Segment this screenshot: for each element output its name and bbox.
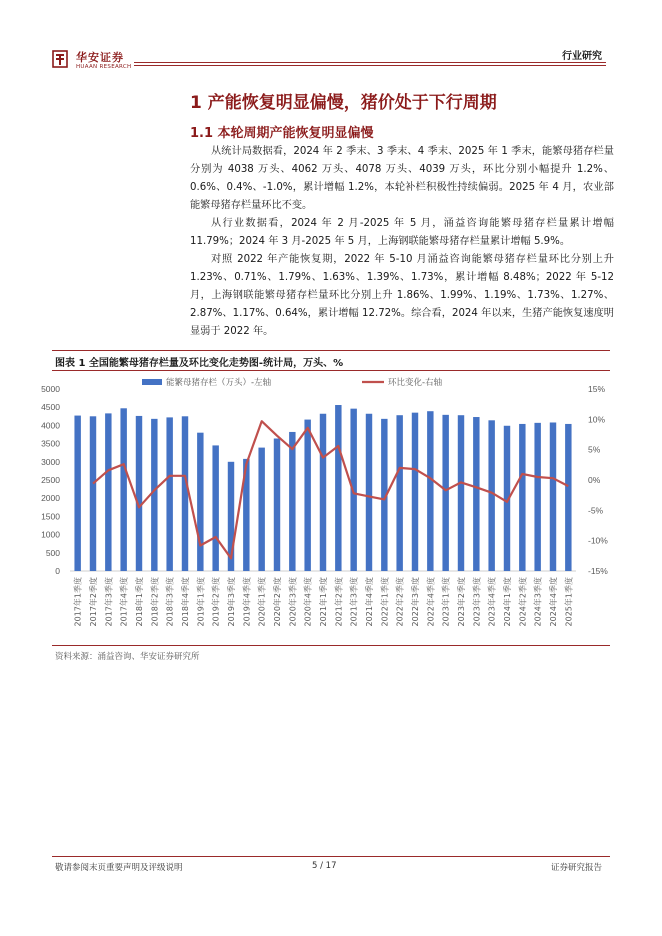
x-tick-label: 2017年1季度 bbox=[73, 577, 83, 627]
bar bbox=[74, 416, 80, 571]
y-left-tick-label: 5000 bbox=[41, 384, 60, 394]
bar bbox=[197, 433, 203, 571]
x-tick-label: 2017年2季度 bbox=[89, 577, 98, 627]
x-tick-label: 2024年1季度 bbox=[503, 577, 512, 627]
y-right-tick-label: -5% bbox=[588, 505, 604, 516]
bar bbox=[534, 423, 540, 571]
bar bbox=[366, 414, 372, 571]
header-divider bbox=[134, 62, 606, 63]
figure-bottom-divider bbox=[52, 645, 610, 646]
chart-legend bbox=[142, 377, 443, 388]
bar bbox=[473, 417, 479, 571]
x-axis-ticks bbox=[73, 577, 574, 626]
y-right-tick-label: 10% bbox=[588, 414, 606, 425]
x-tick-label: 2022年1季度 bbox=[380, 577, 390, 627]
y-left-tick-label: 500 bbox=[45, 547, 60, 558]
bar bbox=[289, 432, 295, 571]
x-tick-label: 2021年4季度 bbox=[365, 577, 374, 627]
x-tick-label: 2017年4季度 bbox=[119, 577, 129, 627]
bar bbox=[212, 445, 218, 571]
header-divider-thin bbox=[134, 65, 606, 66]
y-left-tick-label: 2500 bbox=[41, 475, 60, 485]
page-number: 5 / 17 bbox=[312, 861, 337, 871]
x-tick-label: 2025年1季度 bbox=[564, 577, 574, 627]
x-tick-label: 2019年1季度 bbox=[196, 577, 206, 627]
y-left-tick-label: 4000 bbox=[41, 420, 60, 431]
footer-report-type: 证券研究报告 bbox=[550, 863, 602, 873]
figure-source: 资料来源：涌益咨询、华安证券研究所 bbox=[55, 652, 200, 662]
bar bbox=[519, 424, 525, 571]
y-left-tick-label: 4500 bbox=[41, 402, 60, 413]
figure-title: 图表 1 全国能繁母猪存栏量及环比变化走势图-统计局，万头、% bbox=[55, 358, 344, 369]
section-title: 1 产能恢复明显偏慢，猪价处于下行周期 bbox=[190, 93, 497, 113]
bar bbox=[151, 419, 157, 571]
x-tick-label: 2020年4季度 bbox=[303, 577, 313, 627]
bar bbox=[442, 415, 448, 571]
y-left-tick-label: 0 bbox=[55, 566, 60, 576]
paragraph-3: 对照 2022 年产能恢复期，2022 年 5-10 月涌益咨询能繁母猪存栏量环比分别上升 1.23%、0.71%、1.79%、1.63%、1.39%、1.73%，累计增幅 8.48%；2022 年 5-12 月，上海钢联能繁母猪存栏量环比分别上升 1.86%、1.99%、1.19%、1.73%、1.27%、2.87%、1.17%、0.64%，累计增幅 12.72%。综合看，2024 年以来，生猪产能恢复速度明显弱于 2022 年。 bbox=[190, 254, 614, 337]
y-right-tick-label: 15% bbox=[588, 384, 606, 394]
x-tick-label: 2022年4季度 bbox=[426, 577, 436, 627]
sow-inventory-chart bbox=[30, 372, 620, 642]
x-tick-label: 2022年2季度 bbox=[395, 577, 405, 627]
y-axis-right bbox=[588, 384, 608, 576]
paragraph-1: 从统计局数据看，2024 年 2 季末、3 季末、4 季末、2025 年 1 季末，能繁母猪存栏量分别为 4038 万头、4062 万头、4078 万头、4039 万头，环比分别小幅提升 1.2%、0.6%、0.4%、-1.0%，累计增幅 1.2%，本轮补栏积极性持续偏弱。2025 年 4 月，农业部能繁母猪存栏量环比不变。 bbox=[190, 146, 614, 211]
y-left-tick-label: 3500 bbox=[41, 438, 60, 449]
bar bbox=[274, 439, 280, 571]
bar bbox=[136, 416, 142, 571]
bar bbox=[427, 411, 433, 571]
y-left-tick-label: 1000 bbox=[41, 529, 60, 540]
header-category: 行业研究 bbox=[562, 51, 602, 62]
x-tick-label: 2021年2季度 bbox=[334, 577, 344, 627]
x-tick-label: 2023年3季度 bbox=[472, 577, 482, 627]
bar bbox=[396, 415, 402, 571]
x-tick-label: 2018年2季度 bbox=[150, 577, 160, 627]
y-right-tick-label: 5% bbox=[588, 444, 601, 455]
subsection-title: 1.1 本轮周期产能恢复明显偏慢 bbox=[190, 126, 374, 141]
x-tick-label: 2023年4季度 bbox=[487, 577, 497, 627]
y-left-tick-label: 3000 bbox=[41, 456, 60, 467]
footer-divider bbox=[52, 856, 610, 857]
bar bbox=[458, 415, 464, 571]
legend-bar-label: 能繁母猪存栏（万头）-左轴 bbox=[166, 378, 272, 388]
x-tick-label: 2019年3季度 bbox=[227, 577, 236, 627]
x-tick-label: 2022年3季度 bbox=[411, 577, 420, 627]
x-tick-label: 2019年4季度 bbox=[242, 577, 252, 627]
y-right-tick-label: 0% bbox=[588, 475, 601, 485]
bar bbox=[90, 416, 96, 571]
x-tick-label: 2023年2季度 bbox=[457, 577, 466, 627]
x-tick-label: 2020年2季度 bbox=[273, 577, 282, 627]
bar bbox=[182, 416, 188, 571]
bar bbox=[412, 413, 418, 571]
bar bbox=[258, 448, 264, 571]
bar-series bbox=[74, 405, 571, 571]
logo-cn: 华安证券 bbox=[76, 51, 124, 64]
paragraph-2: 从行业数据看，2024 年 2 月-2025 年 5 月，涌益咨询能繁母猪存栏量累计增幅 11.79%；2024 年 3 月-2025 年 5 月，上海钢联能繁母猪存栏量累计增幅 5.9%。 bbox=[190, 218, 614, 247]
y-left-tick-label: 1500 bbox=[41, 511, 60, 522]
y-axis-left bbox=[41, 384, 60, 576]
x-tick-label: 2021年1季度 bbox=[319, 577, 328, 627]
x-tick-label: 2021年3季度 bbox=[349, 577, 359, 627]
bar bbox=[335, 405, 341, 571]
bar bbox=[565, 424, 571, 571]
bar bbox=[488, 420, 494, 571]
y-right-tick-label: -15% bbox=[588, 566, 608, 576]
x-tick-label: 2018年3季度 bbox=[165, 577, 175, 627]
bar bbox=[120, 408, 126, 571]
legend-line-label: 环比变化-右轴 bbox=[388, 378, 443, 388]
mom-change-line bbox=[93, 421, 568, 558]
company-logo-icon bbox=[52, 50, 68, 68]
y-left-tick-label: 2000 bbox=[41, 493, 60, 504]
x-tick-label: 2017年3季度 bbox=[104, 577, 114, 627]
y-right-tick-label: -10% bbox=[588, 535, 608, 546]
footer-disclaimer: 敬请参阅末页重要声明及评级说明 bbox=[55, 863, 183, 873]
line-series bbox=[93, 421, 568, 558]
x-tick-label: 2024年3季度 bbox=[533, 577, 543, 627]
figure-title-divider bbox=[52, 370, 610, 371]
x-tick-label: 2018年4季度 bbox=[181, 577, 190, 627]
figure-top-divider bbox=[52, 350, 610, 351]
x-tick-label: 2020年3季度 bbox=[288, 577, 298, 627]
x-tick-label: 2024年2季度 bbox=[518, 577, 528, 627]
bar bbox=[304, 420, 310, 571]
x-tick-label: 2020年1季度 bbox=[257, 577, 267, 627]
bar bbox=[320, 414, 326, 571]
bar bbox=[166, 417, 172, 571]
bar bbox=[550, 422, 556, 571]
x-tick-label: 2019年2季度 bbox=[211, 577, 221, 627]
x-tick-label: 2024年4季度 bbox=[549, 577, 558, 627]
legend-bar-swatch bbox=[142, 379, 162, 385]
logo-en: HUAAN RESEARCH bbox=[76, 64, 132, 70]
x-tick-label: 2018年1季度 bbox=[135, 577, 144, 627]
x-tick-label: 2023年1季度 bbox=[441, 577, 451, 627]
bar bbox=[105, 413, 111, 571]
